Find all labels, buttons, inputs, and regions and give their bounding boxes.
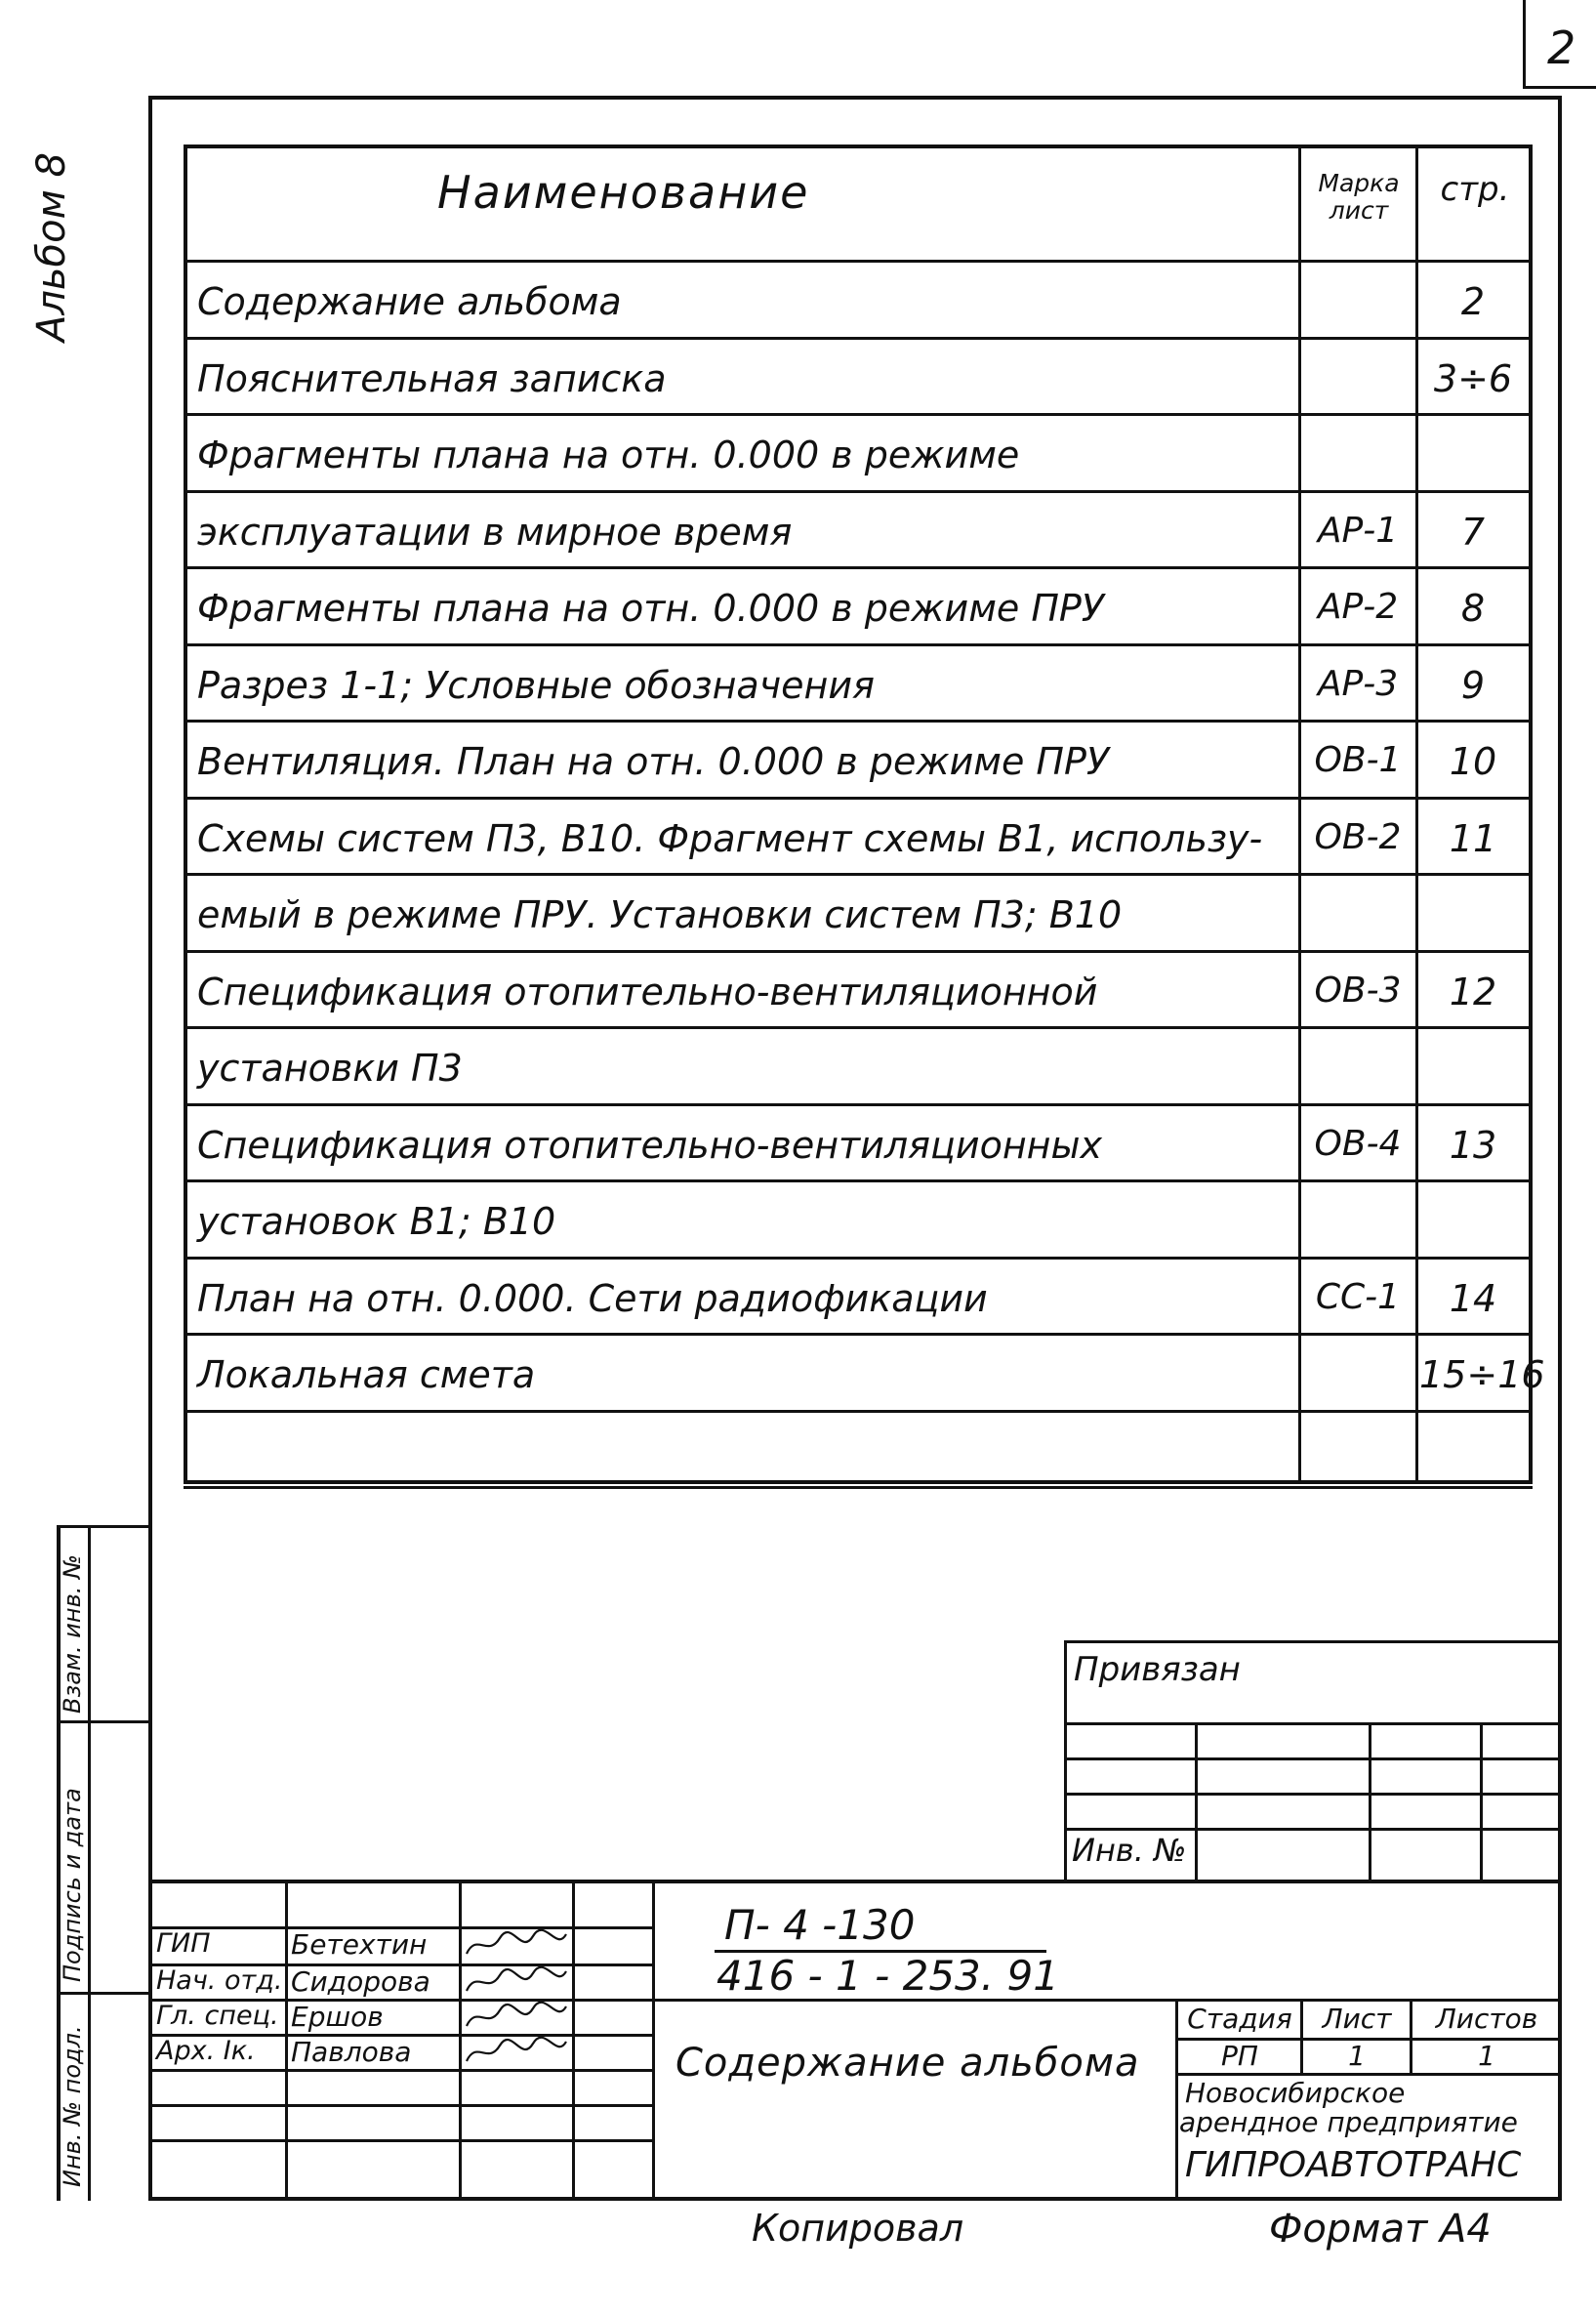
row-name: Спецификация отопительно-вентиляционных xyxy=(197,1123,1103,1167)
signature-name: Бетехтин xyxy=(291,1928,428,1961)
row-divider xyxy=(184,1486,1533,1489)
row-name: установки П3 xyxy=(197,1047,463,1090)
row-page: 15÷16 xyxy=(1419,1353,1545,1396)
sheet-number-underline xyxy=(1523,86,1596,89)
frame-top xyxy=(148,96,1562,100)
row-name: емый в режиме ПРУ. Установки систем П3; В10 xyxy=(197,893,1123,936)
row-mark: АР-2 xyxy=(1317,587,1399,627)
signature-scribble xyxy=(463,2036,570,2069)
privyazan-col3 xyxy=(1480,1722,1483,1880)
signature-scribble xyxy=(463,1928,570,1962)
signature-name: Павлова xyxy=(291,2036,412,2068)
signature-name: Сидорова xyxy=(291,1965,430,1998)
signature-name: Ершов xyxy=(291,2001,384,2033)
header-name: Наименование xyxy=(437,166,810,219)
table-row xyxy=(184,263,1533,340)
table-row xyxy=(184,953,1533,1030)
tb-stage-value: РП xyxy=(1221,2040,1258,2072)
row-page: 10 xyxy=(1449,740,1497,783)
row-name: Спецификация отопительно-вентиляционной xyxy=(197,970,1098,1013)
row-name: Пояснительная записка xyxy=(197,356,667,400)
row-name: Содержание альбома xyxy=(197,280,622,323)
privyazan-row2 xyxy=(1064,1757,1562,1760)
header-page: стр. xyxy=(1440,170,1510,209)
footer-copied: Копировал xyxy=(752,2207,964,2250)
signature-scribble xyxy=(463,1965,570,1999)
row-name: Схемы систем П3, В10. Фрагмент схемы В1, использу- xyxy=(197,816,1263,860)
table-row xyxy=(184,723,1533,800)
row-mark: ОВ-2 xyxy=(1314,816,1402,857)
privyazan-label: Привязан xyxy=(1074,1650,1241,1689)
tb-sheet-header: Лист xyxy=(1322,2003,1392,2035)
row-page: 8 xyxy=(1460,587,1486,630)
album-label: Альбом 8 xyxy=(29,152,74,342)
signature-scribble xyxy=(463,2001,570,2034)
tb-sig-col2 xyxy=(459,1880,462,2200)
row-page: 13 xyxy=(1449,1123,1497,1167)
privyazan-inv-label: Инв. № xyxy=(1072,1832,1187,1869)
privyazan-row1 xyxy=(1064,1722,1562,1725)
tb-code-line1: П- 4 -130 xyxy=(724,1901,916,1949)
row-mark: ОВ-4 xyxy=(1314,1123,1402,1164)
side-inv-podl: Инв. № подл. xyxy=(59,2025,86,2187)
table-row xyxy=(184,1029,1533,1106)
signature-role: Арх. Iк. xyxy=(156,2036,256,2066)
row-page: 12 xyxy=(1449,970,1497,1013)
title-block xyxy=(148,1880,1562,2200)
row-name: Фрагменты плана на отн. 0.000 в режиме xyxy=(197,434,1020,476)
row-name: Локальная смета xyxy=(197,1353,536,1396)
row-page: 3÷6 xyxy=(1433,356,1513,400)
row-name: установок В1; В10 xyxy=(197,1200,556,1243)
table-row xyxy=(184,646,1533,723)
footer-format: Формат А4 xyxy=(1269,2207,1492,2252)
privyazan-col2 xyxy=(1369,1722,1371,1880)
row-name: План на отн. 0.000. Сети радиофикации xyxy=(197,1276,988,1320)
header-mark: Марка лист xyxy=(1318,169,1400,225)
signature-role: Гл. спец. xyxy=(156,2001,279,2031)
table-row xyxy=(184,800,1533,877)
tb-title-right xyxy=(1175,1999,1178,2200)
table-row xyxy=(184,1413,1533,1490)
tb-sig-col4 xyxy=(652,1880,655,2200)
tb-sheets-value: 1 xyxy=(1478,2040,1495,2072)
row-name: Разрез 1-1; Условные обозначения xyxy=(197,663,875,707)
side-stamp-div2 xyxy=(57,1992,150,1995)
tb-stage-col2 xyxy=(1410,1999,1412,2075)
row-page: 14 xyxy=(1449,1276,1497,1320)
table-row xyxy=(184,1182,1533,1260)
table-row xyxy=(184,569,1533,646)
privyazan-row3 xyxy=(1064,1793,1562,1796)
table-row xyxy=(184,416,1533,493)
privyazan-row4 xyxy=(1064,1828,1562,1831)
table-row xyxy=(184,1260,1533,1337)
tb-org-line3: ГИПРОАВТОТРАНС xyxy=(1185,2145,1522,2185)
table-border-top xyxy=(184,145,1533,148)
signature-role: Нач. отд. xyxy=(156,1965,283,1996)
sheet-number-divider xyxy=(1523,0,1526,88)
side-stamp-top xyxy=(57,1525,150,1528)
table-row xyxy=(184,340,1533,417)
row-name: Фрагменты плана на отн. 0.000 в режиме ПРУ xyxy=(197,587,1104,630)
table-row xyxy=(184,493,1533,570)
table-row xyxy=(184,1336,1545,1413)
row-mark: АР-3 xyxy=(1317,663,1399,704)
tb-top xyxy=(148,1880,1562,1883)
tb-doc-title: Содержание альбома xyxy=(675,2041,1140,2086)
tb-sig-col1 xyxy=(285,1880,288,2200)
row-name: эксплуатации в мирное время xyxy=(197,510,793,554)
row-mark: СС-1 xyxy=(1315,1276,1401,1317)
table-row xyxy=(184,1106,1533,1183)
privyazan-top xyxy=(1064,1640,1562,1643)
side-stamp-div1 xyxy=(57,1720,150,1723)
tb-sheets-header: Листов xyxy=(1435,2003,1538,2035)
tb-sig-row4 xyxy=(148,2069,652,2072)
tb-org-line1: Новосибирское xyxy=(1185,2077,1406,2109)
table-row xyxy=(184,876,1533,953)
row-page: 9 xyxy=(1460,663,1486,707)
tb-stage-col1 xyxy=(1300,1999,1303,2075)
row-mark: ОВ-3 xyxy=(1314,970,1402,1011)
side-podpis-data: Подпись и дата xyxy=(59,1788,86,1982)
tb-code-line2: 416 - 1 - 253. 91 xyxy=(716,1952,1059,2000)
row-mark: АР-1 xyxy=(1317,510,1399,551)
row-mark: ОВ-1 xyxy=(1314,740,1402,780)
row-page: 11 xyxy=(1449,816,1497,860)
privyazan-col1 xyxy=(1195,1722,1198,1880)
row-page: 2 xyxy=(1460,280,1486,323)
tb-sheet-value: 1 xyxy=(1348,2040,1366,2072)
row-page: 7 xyxy=(1460,510,1486,554)
signature-role: ГИП xyxy=(156,1928,211,1959)
privyazan-block xyxy=(1064,1640,1562,1880)
contents-table xyxy=(184,145,1545,1484)
sheet-number: 2 xyxy=(1547,21,1576,74)
tb-stage-row2 xyxy=(1175,2073,1562,2076)
row-name: Вентиляция. План на отн. 0.000 в режиме ПРУ xyxy=(197,740,1110,783)
tb-sig-col3 xyxy=(572,1880,575,2200)
tb-org-line2: арендное предприятие xyxy=(1179,2106,1518,2138)
side-stamp-inner xyxy=(88,1525,91,2201)
tb-sig-row5 xyxy=(148,2104,652,2107)
tb-sig-row6 xyxy=(148,2139,652,2142)
tb-stage-header: Стадия xyxy=(1187,2003,1292,2035)
side-vzam-inv: Взам. инв. № xyxy=(59,1554,86,1714)
